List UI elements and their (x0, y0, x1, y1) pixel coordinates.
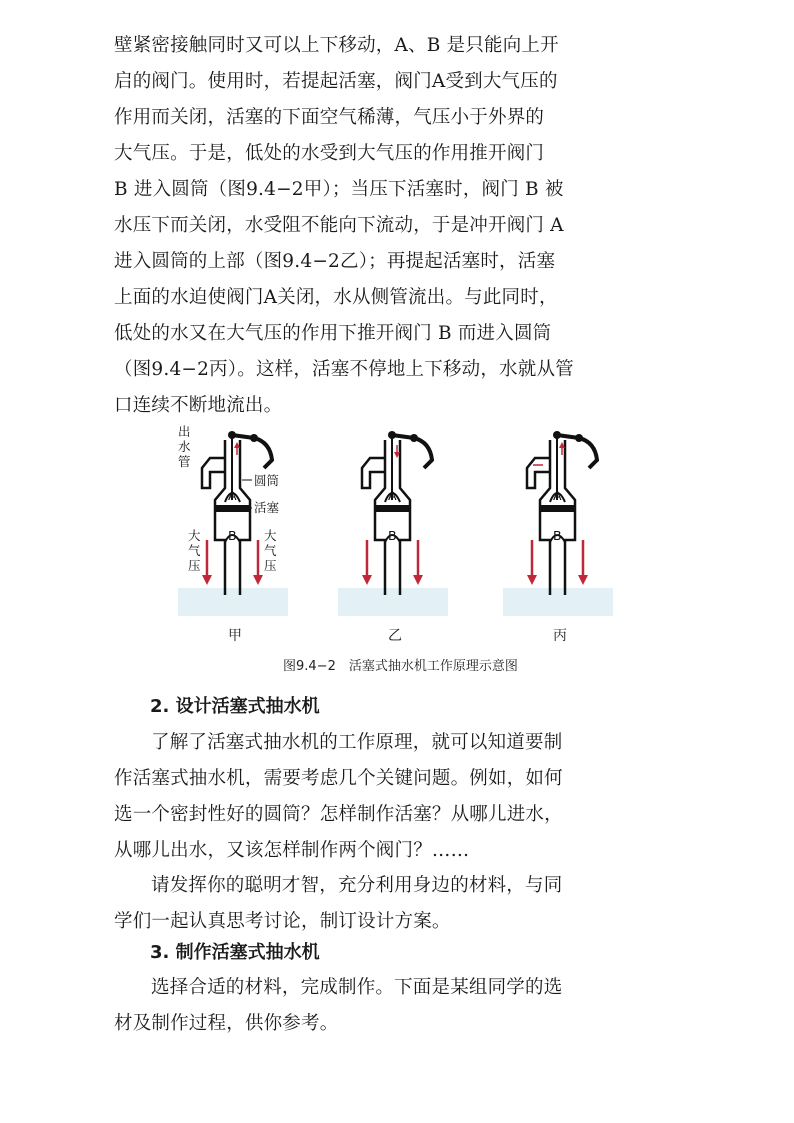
text-line: B 进入圆筒（图9.4−2甲）；当压下活塞时，阀门 B 被 (114, 179, 564, 200)
text-line: 壁紧密接触同时又可以上下移动，A、B 是只能向上开 (114, 35, 559, 56)
text-line: 选一个密封性好的圆筒？怎样制作活塞？从哪儿进水， (114, 804, 563, 825)
text-line: 了解了活塞式抽水机的工作原理，就可以知道要制 (151, 732, 563, 753)
pump-figure (170, 420, 620, 670)
figure-panel-jia (170, 420, 300, 650)
valve-b-label: B (553, 528, 562, 543)
atm-label: 气 (264, 543, 277, 558)
figure-panel-bing (495, 420, 625, 650)
atm-label: 压 (264, 558, 277, 573)
text-line: （图9.4−2丙）。这样，活塞不停地上下移动，水就从管 (114, 359, 574, 380)
text-line: 上面的水迫使阀门A关闭，水从侧管流出。与此同时， (114, 287, 558, 308)
atm-label: 大 (264, 528, 277, 543)
text-line: 口连续不断地流出。 (114, 395, 283, 416)
section2-paragraph-1 (114, 725, 563, 869)
text-line: 材及制作过程，供你参考。 (114, 1013, 339, 1034)
section-heading-build: 3. 制作活塞式抽水机 (150, 942, 320, 963)
cylinder-label: 圆筒 (254, 473, 280, 488)
section2-paragraph-2 (114, 868, 563, 940)
text-line: 从哪儿出水，又该怎样制作两个阀门？…… (114, 840, 470, 861)
text-line: 选择合适的材料，完成制作。下面是某组同学的选 (151, 977, 563, 998)
panel-label-bing: 丙 (553, 628, 567, 644)
panel-label-jia: 甲 (228, 628, 242, 644)
text-line: 大气压。于是，低处的水受到大气压的作用推开阀门 (114, 143, 545, 164)
outlet-label: 出 (178, 424, 191, 439)
text-line: 进入圆筒的上部（图9.4−2乙）；再提起活塞时，活塞 (114, 251, 556, 272)
pump-diagram-yi (330, 420, 460, 620)
outlet-label: 水 (178, 439, 191, 454)
outlet-label: 管 (178, 454, 191, 469)
intro-paragraph (114, 28, 574, 424)
valve-a-label: A (228, 488, 237, 503)
text-line: 作用而关闭，活塞的下面空气稀薄，气压小于外界的 (114, 107, 545, 128)
valve-a-label: A (553, 488, 562, 503)
section3-paragraph (114, 970, 563, 1042)
pump-diagram-bing (495, 420, 625, 620)
piston-label: 活塞 (254, 500, 280, 515)
text-line: 启的阀门。使用时，若提起活塞，阀门A受到大气压的 (114, 71, 558, 92)
valve-b-label: B (388, 528, 397, 543)
valve-b-label: B (228, 528, 237, 543)
section-heading-design: 2. 设计活塞式抽水机 (150, 696, 320, 717)
text-line: 请发挥你的聪明才智，充分利用身边的材料，与同 (151, 875, 563, 896)
text-line: 水压下而关闭，水受阻不能向下流动，于是冲开阀门 A (114, 215, 564, 236)
valve-a-label: A (388, 488, 397, 503)
panel-label-yi: 乙 (388, 628, 402, 644)
text-line: 学们一起认真思考讨论，制订设计方案。 (114, 911, 451, 932)
text-line: 作活塞式抽水机，需要考虑几个关键问题。例如，如何 (114, 768, 563, 789)
text-line: 低处的水又在大气压的作用下推开阀门 B 而进入圆筒 (114, 323, 552, 344)
atm-label: 大 (188, 528, 201, 543)
pump-diagram-jia (170, 420, 300, 620)
figure-panel-yi (330, 420, 460, 650)
atm-label: 气 (188, 543, 201, 558)
atm-label: 压 (188, 558, 201, 573)
figure-caption: 图9.4−2 活塞式抽水机工作原理示意图 (283, 659, 518, 674)
